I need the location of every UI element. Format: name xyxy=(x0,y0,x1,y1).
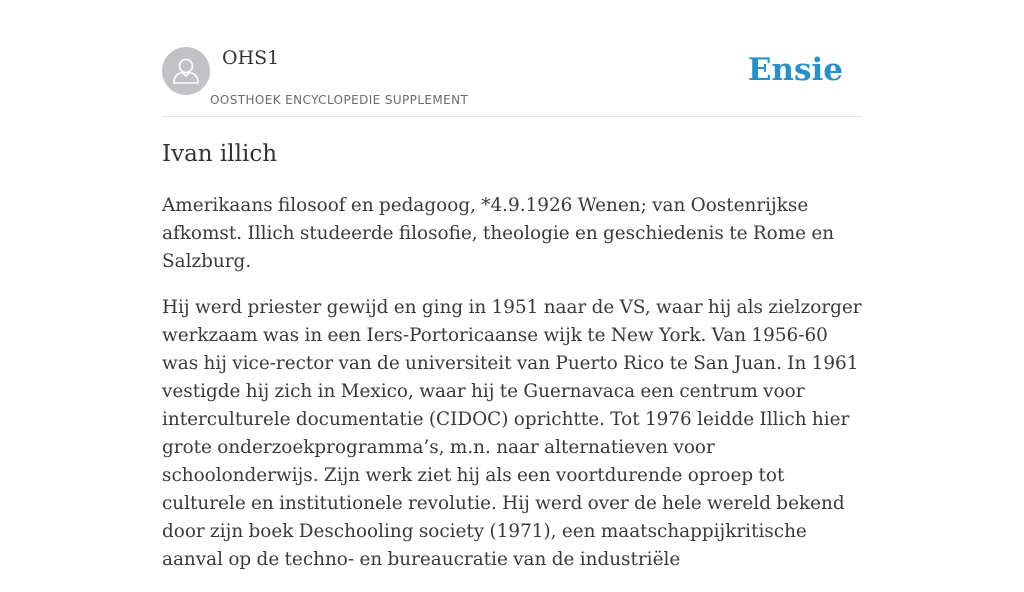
article-body xyxy=(162,192,862,592)
avatar[interactable] xyxy=(162,47,210,95)
brand-logo[interactable]: Ensie xyxy=(747,52,843,88)
page-title: Ivan illich xyxy=(162,141,278,167)
author-name[interactable]: OHS1 xyxy=(222,47,280,69)
source-label[interactable]: OOSTHOEK ENCYCLOPEDIE SUPPLEMENT xyxy=(210,93,469,107)
user-icon xyxy=(162,47,210,95)
article-paragraph: Hij werd priester gewijd en ging in 1951 naar de VS, waar hij als zielzorger werkzaam was in een Iers-Portoricaanse wijk te New York. Van 1956-60 was hij vice-rector van de universiteit van Puerto Rico te San Juan. In 1961 vestigde hij zich in Mexico, waar hij te Guernavaca een centrum voor interculturele documentatie (CIDOC) oprichtte. Tot 1976 leidde Illich hier grote onderzoekprogramma’s, m.n. naar alternatieven voor schoolonderwijs. Zijn werk ziet hij als een voortdurende oproep tot culturele en institutionele revolutie. Hij werd over de hele wereld bekend door zijn boek Deschooling society (1971), een maatschappijkritische aanval op de techno- en bureaucratie van de industriële xyxy=(162,297,862,570)
entry-header xyxy=(162,46,862,117)
article-paragraph: Amerikaans filosoof en pedagoog, *4.9.1926 Wenen; van Oostenrijkse afkomst. Illich studeerde filosofie, theologie en geschiedenis te Rome en Salzburg. xyxy=(162,195,835,272)
